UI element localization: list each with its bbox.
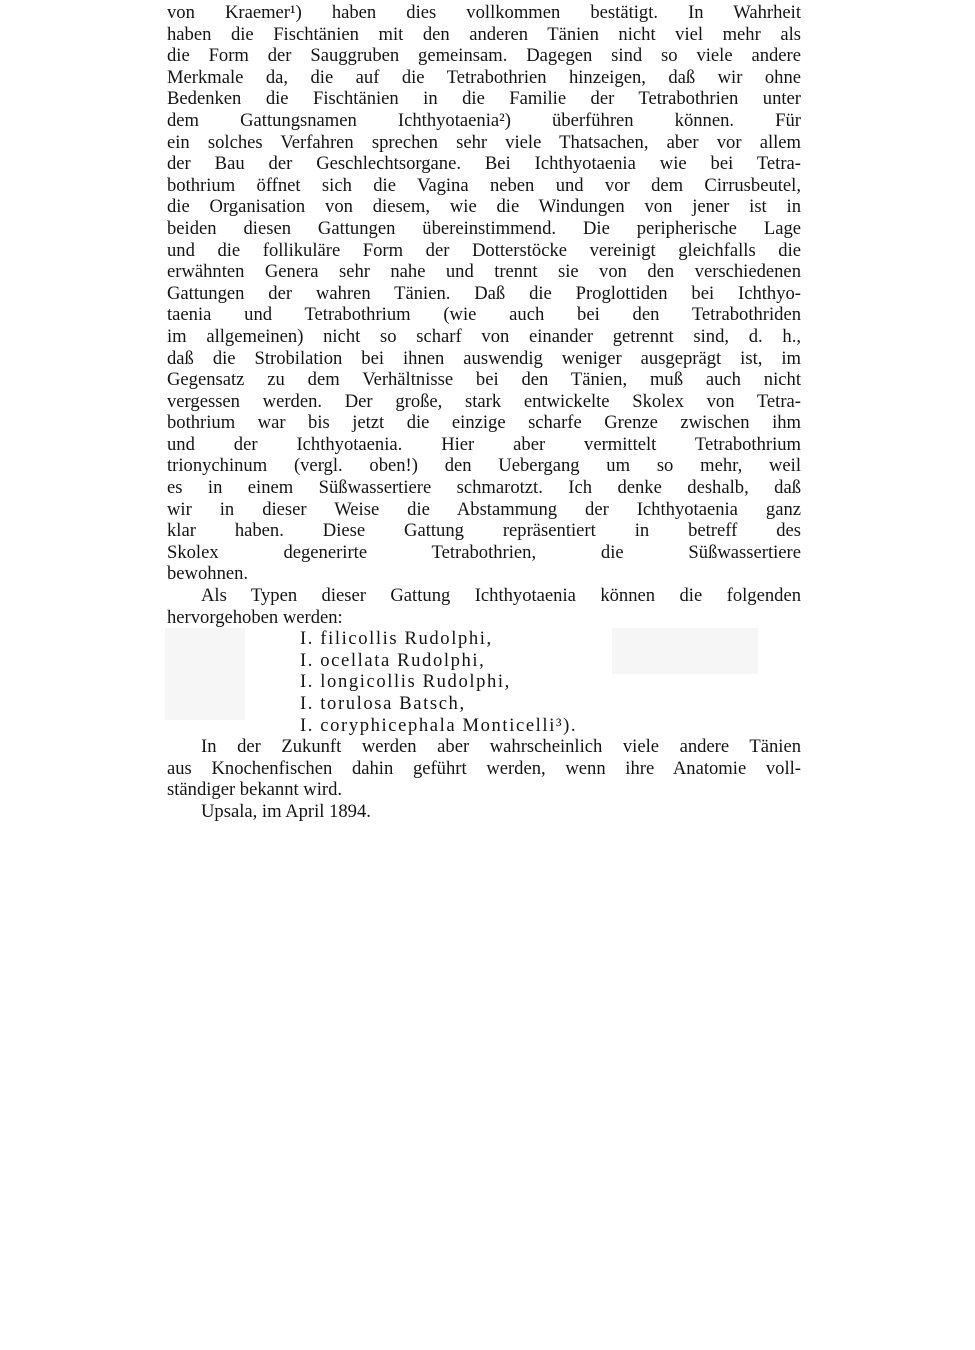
paragraph-main [167,2,801,585]
text-line: im allgemeinen) nicht so scharf von einander getrennt sind, d. h., [167,325,801,347]
text-line: bewohnen. [167,563,249,585]
text-line: bothrium war bis jetzt die einzige scharfe Grenze zwischen ihm [167,412,801,434]
text-line: taenia und Tetrabothrium (wie auch bei den Tetrabothriden [167,304,801,326]
text-line: ein solches Verfahren sprechen sehr viele Thatsachen, aber vor allem [167,131,801,153]
text-line: haben die Fischtänien mit den anderen Tänien nicht viel mehr als [167,23,801,45]
text-line: erwähnten Genera sehr nahe und trennt sie von den verschiedenen [167,261,801,283]
signoff-line: Upsala, im April 1894. [201,800,371,822]
species-list-item: I. longicollis Rudolphi, [300,671,511,693]
paragraph-types [167,585,801,628]
page-text [167,2,801,823]
text-line: Gattungen der wahren Tänien. Daß die Proglottiden bei Ichthyo- [167,282,801,304]
text-line: hervorgehoben werden: [167,606,343,628]
species-list [167,628,801,736]
text-line: trionychinum (vergl. oben!) den Uebergang um so mehr, weil [167,455,801,477]
text-line: die Form der Sauggruben gemeinsam. Dagegen sind so viele andere [167,45,801,67]
text-line: von Kraemer¹) haben dies vollkommen bestätigt. In Wahrheit [167,2,801,23]
text-line: und der Ichthyotaenia. Hier aber vermittelt Tetrabothrium [167,433,801,455]
text-line: aus Knochenfischen dahin geführt werden, wenn ihre Anatomie voll- [167,757,801,779]
text-line: daß die Strobilation bei ihnen auswendig weniger ausgeprägt ist, im [167,347,801,369]
text-line: klar haben. Diese Gattung repräsentiert in betreff des [167,520,801,542]
text-line: Gegensatz zu dem Verhältnisse bei den Tänien, muß auch nicht [167,369,801,391]
text-line: und die follikuläre Form der Dotterstöcke vereinigt gleichfalls die [167,239,801,261]
text-line: Merkmale da, die auf die Tetrabothrien hinzeigen, daß wir ohne [167,66,801,88]
text-line: ständiger bekannt wird. [167,779,343,801]
text-line: bothrium öffnet sich die Vagina neben und vor dem Cirrusbeutel, [167,174,801,196]
text-line: die Organisation von diesem, wie die Windungen von jener ist in [167,196,801,218]
text-line: vergessen werden. Der große, stark entwickelte Skolex von Tetra- [167,390,801,412]
text-line: Skolex degenerirte Tetrabothrien, die Süßwassertiere [167,541,801,563]
text-line: es in einem Süßwassertiere schmarotzt. Ich denke deshalb, daß [167,477,801,499]
species-list-item: I. torulosa Batsch, [300,693,466,714]
species-list-item: I. filicollis Rudolphi, [300,628,493,650]
species-list-item: I. coryphicephala Monticelli³). [300,714,578,736]
text-line: Bedenken die Fischtänien in die Familie der Tetrabothrien unter [167,88,801,110]
text-line: Als Typen dieser Gattung Ichthyotaenia können die folgenden [201,585,801,607]
text-line: wir in dieser Weise die Abstammung der Ichthyotaenia ganz [167,498,801,520]
text-line: dem Gattungsnamen Ichthyotaenia²) überführen können. Für [167,109,801,131]
text-line: In der Zukunft werden aber wahrscheinlich viele andere Tänien [201,736,801,758]
paragraph-future [167,736,801,801]
species-list-item: I. ocellata Rudolphi, [300,649,486,671]
text-line: der Bau der Geschlechtsorgane. Bei Ichthyotaenia wie bei Tetra- [167,153,801,175]
text-line: beiden diesen Gattungen übereinstimmend. Die peripherische Lage [167,217,801,239]
